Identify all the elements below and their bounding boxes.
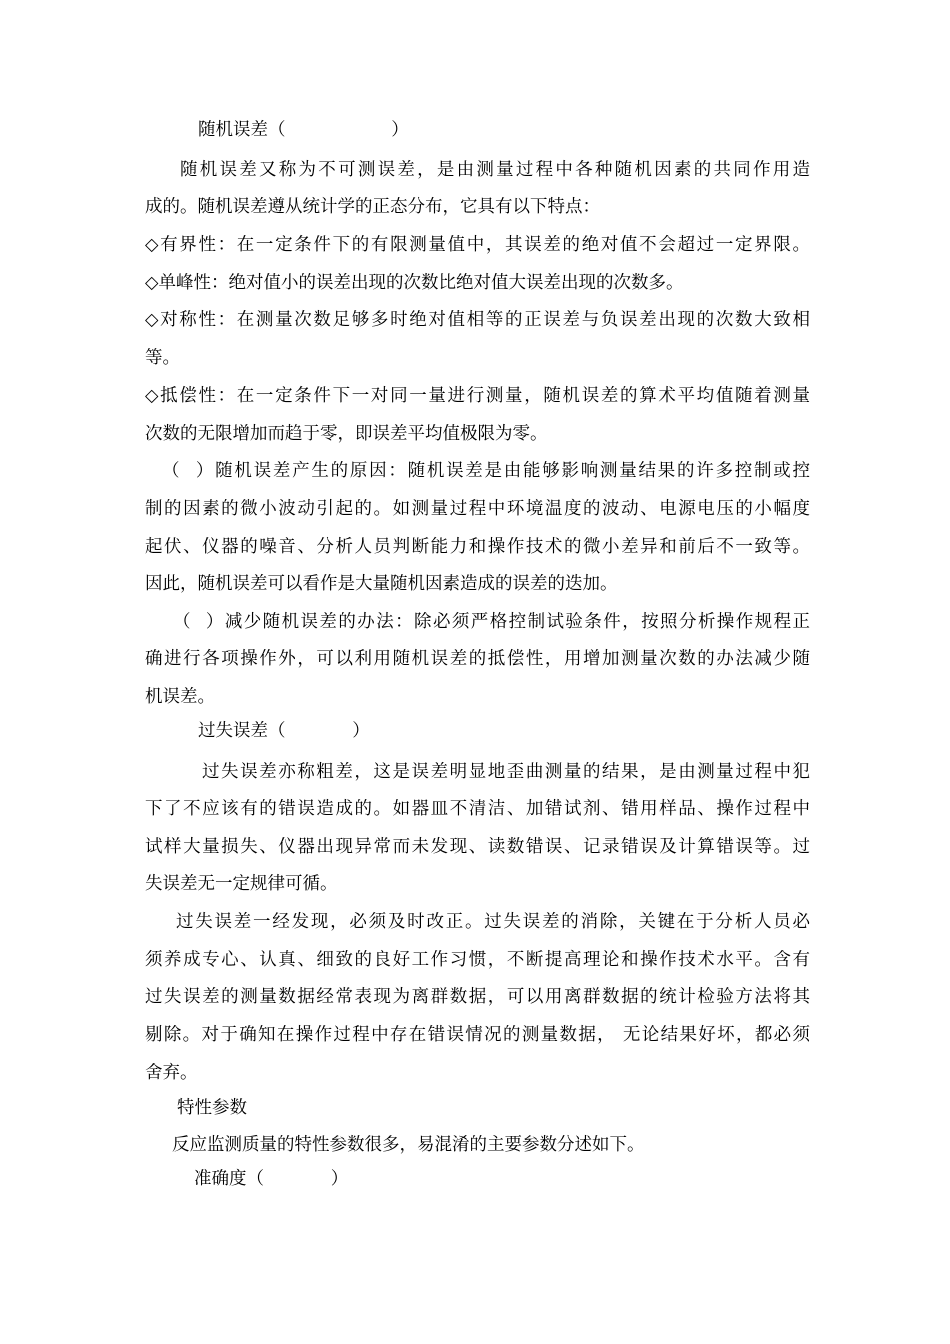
heading-gross-error: 过失误差（ ） — [198, 721, 370, 741]
heading-random-error: 随机误差（ ） — [198, 120, 409, 140]
random-para-line-1: 随机误差又称为不可测误差，是由测量过程中各种随机因素的共同作用造 — [180, 160, 810, 180]
cause-line-3: 起伏、仪器的噪音、分析人员判断能力和操作技术的微小差异和前后不一致等。 — [145, 537, 810, 557]
heading-accuracy: 准确度（ ） — [194, 1169, 349, 1189]
random-para-line-2: 成的。随机误差遵从统计学的正态分布，它具有以下特点： — [145, 197, 600, 217]
trait-compensation: ◇抵偿性：在一定条件下一对同一量进行测量，随机误差的算术平均值随着测量 — [145, 386, 810, 406]
reduce-line-2: 确进行各项操作外，可以利用随机误差的抵偿性，用增加测量次数的办法减少随 — [145, 649, 810, 669]
trait-compensation-cont: 次数的无限增加而趋于零，即误差平均值极限为零。 — [145, 424, 548, 444]
cause-line-4: 因此，随机误差可以看作是大量随机因素造成的误差的迭加。 — [145, 574, 618, 594]
gross-para2-line-5: 舍弃。 — [145, 1063, 198, 1083]
gross-para2-line-3: 过失误差的测量数据经常表现为离群数据，可以用离群数据的统计检验方法将其 — [145, 987, 810, 1007]
trait-symmetry-cont: 等。 — [145, 348, 180, 368]
gross-para1-line-1: 过失误差亦称粗差，这是误差明显地歪曲测量的结果，是由测量过程中犯 — [202, 762, 810, 782]
reduce-line-3: 机误差。 — [145, 687, 215, 707]
gross-para2-line-2: 须养成专心、认真、细致的良好工作习惯，不断提高理论和操作技术水平。含有 — [145, 950, 810, 970]
heading-characteristic-params: 特性参数 — [177, 1098, 247, 1118]
params-intro: 反应监测质量的特性参数很多，易混淆的主要参数分述如下。 — [172, 1135, 645, 1155]
trait-boundedness: ◇有界性：在一定条件下的有限测量值中，其误差的绝对值不会超过一定界限。 — [145, 235, 810, 255]
cause-line-2: 制的因素的微小波动引起的。如测量过程中环境温度的波动、电源电压的小幅度 — [145, 499, 810, 519]
gross-para2-line-4: 剔除。对于确知在操作过程中存在错误情况的测量数据， 无论结果好坏，都必须 — [145, 1025, 810, 1045]
cause-line-1: （ ）随机误差产生的原因：随机误差是由能够影响测量结果的许多控制或控 — [162, 461, 810, 481]
gross-para2-line-1: 过失误差一经发现，必须及时改正。过失误差的消除，关键在于分析人员必 — [176, 912, 810, 932]
trait-unimodality: ◇单峰性：绝对值小的误差出现的次数比绝对值大误差出现的次数多。 — [145, 273, 684, 293]
gross-para1-line-2: 下了不应该有的错误造成的。如器皿不清洁、加错试剂、错用样品、操作过程中 — [145, 799, 810, 819]
trait-symmetry: ◇对称性：在测量次数足够多时绝对值相等的正误差与负误差出现的次数大致相 — [145, 310, 810, 330]
gross-para1-line-4: 失误差无一定规律可循。 — [145, 874, 338, 894]
gross-para1-line-3: 试样大量损失、仪器出现异常而未发现、读数错误、记录错误及计算错误等。过 — [145, 837, 810, 857]
reduce-line-1: （ ）减少随机误差的办法：除必须严格控制试验条件，按照分析操作规程正 — [173, 612, 810, 632]
